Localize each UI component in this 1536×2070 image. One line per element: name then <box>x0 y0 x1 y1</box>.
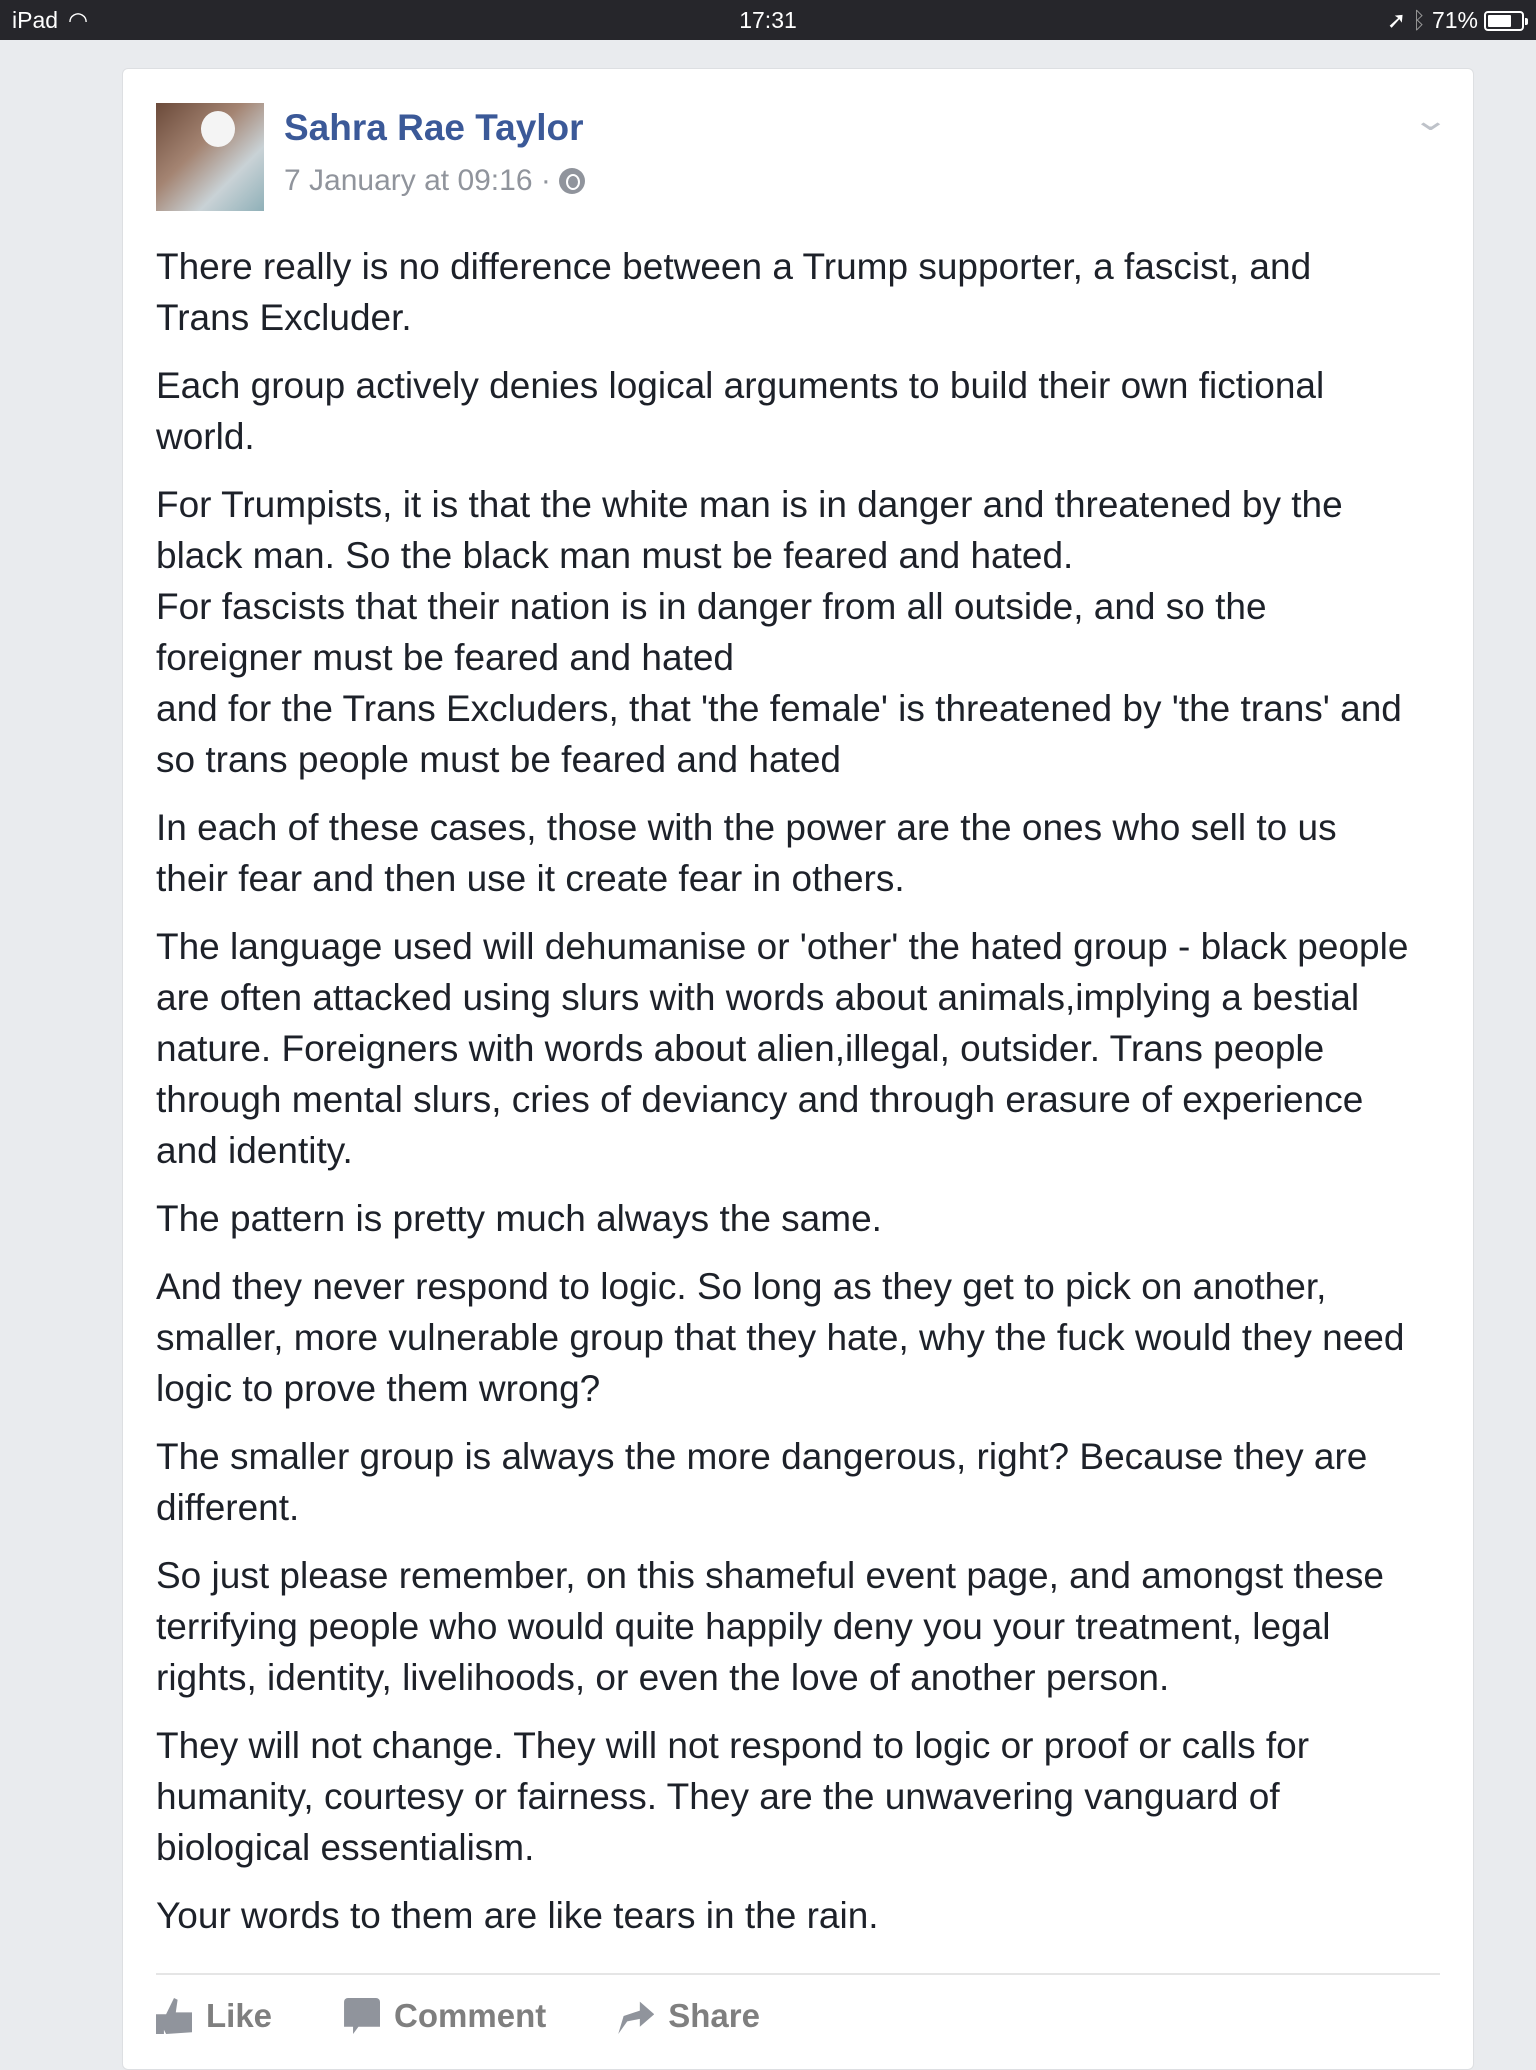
post-card <box>122 68 1474 2070</box>
post-paragraph <box>156 1193 1408 1244</box>
post-paragraph <box>156 802 1408 904</box>
post-paragraph <box>156 241 1408 343</box>
status-bar <box>0 0 1536 40</box>
share-label: Share <box>668 1997 760 2034</box>
text-line: logic to prove them wrong? <box>156 1368 601 1409</box>
action-bar <box>156 1997 832 2035</box>
comment-button[interactable] <box>344 1997 546 2035</box>
text-line: And they never respond to logic. So long as they get to pick on another, <box>156 1266 1327 1307</box>
like-label: Like <box>206 1997 273 2034</box>
like-button[interactable] <box>156 1997 272 2035</box>
post-paragraph <box>156 360 1408 462</box>
timestamp[interactable]: 7 January at 09:16 · <box>284 164 551 197</box>
text-line: different. <box>156 1487 300 1528</box>
post-paragraph <box>156 479 1408 785</box>
text-line: nature. Foreigners with words about alien,illegal, outsider. Trans people <box>156 1028 1325 1069</box>
text-line: rights, identity, livelihoods, or even the love of another person. <box>156 1657 1170 1698</box>
comment-label: Comment <box>394 1997 547 2034</box>
text-line: Your words to them are like tears in the rain. <box>156 1895 879 1936</box>
battery-percent: 71% <box>1431 7 1478 33</box>
text-line: For fascists that their nation is in danger from all outside, and so the <box>156 586 1267 627</box>
post-body <box>156 241 1408 1958</box>
post-paragraph <box>156 1890 1408 1941</box>
text-line: Each group actively denies logical arguments to build their own fictional <box>156 365 1325 406</box>
clock: 17:31 <box>739 7 797 33</box>
text-line: foreigner must be feared and hated <box>156 637 734 678</box>
text-line: Trans Excluder. <box>156 297 412 338</box>
text-line: In each of these cases, those with the power are the ones who sell to us <box>156 807 1337 848</box>
share-button[interactable] <box>618 1997 760 2035</box>
text-line: The smaller group is always the more dangerous, right? Because they are <box>156 1436 1368 1477</box>
divider <box>156 1973 1440 1975</box>
text-line: For Trumpists, it is that the white man is in danger and threatened by the <box>156 484 1343 525</box>
post-meta <box>284 164 585 198</box>
text-line: and identity. <box>156 1130 353 1171</box>
text-line: and for the Trans Excluders, that 'the female' is threatened by 'the trans' and <box>156 688 1402 729</box>
share-icon <box>618 1998 654 2034</box>
text-line: humanity, courtesy or fairness. They are the unwavering vanguard of <box>156 1776 1280 1817</box>
text-line: are often attacked using slurs with words about animals,implying a bestial <box>156 977 1360 1018</box>
globe-icon <box>559 168 585 194</box>
post-paragraph <box>156 921 1408 1176</box>
author-name[interactable]: Sahra Rae Taylor <box>284 107 584 148</box>
bluetooth-icon: ᛒ <box>1412 7 1426 33</box>
comment-icon <box>344 1998 380 2034</box>
text-line: They will not change. They will not respond to logic or proof or calls for <box>156 1725 1310 1766</box>
thumbs-up-icon <box>156 1998 192 2034</box>
wifi-icon: ◠ <box>68 7 89 33</box>
location-icon: ➚ <box>1386 7 1407 33</box>
text-line: terrifying people who would quite happily deny you your treatment, legal <box>156 1606 1331 1647</box>
post-paragraph <box>156 1261 1408 1414</box>
avatar[interactable] <box>156 103 264 211</box>
text-line: There really is no difference between a Trump supporter, a fascist, and <box>156 246 1312 287</box>
text-line: The language used will dehumanise or 'other' the hated group - black people <box>156 926 1409 967</box>
text-line: so trans people must be feared and hated <box>156 739 841 780</box>
text-line: black man. So the black man must be feared and hated. <box>156 535 1074 576</box>
text-line: So just please remember, on this shameful event page, and amongst these <box>156 1555 1384 1596</box>
post-paragraph <box>156 1720 1408 1873</box>
text-line: The pattern is pretty much always the same. <box>156 1198 882 1239</box>
post-paragraph <box>156 1431 1408 1533</box>
text-line: world. <box>156 416 255 457</box>
text-line: smaller, more vulnerable group that they hate, why the fuck would they need <box>156 1317 1405 1358</box>
text-line: their fear and then use it create fear in others. <box>156 858 905 899</box>
text-line: through mental slurs, cries of deviancy and through erasure of experience <box>156 1079 1364 1120</box>
chevron-down-icon[interactable]: ⌄ <box>1411 104 1450 137</box>
device-label: iPad <box>12 7 59 33</box>
post-paragraph <box>156 1550 1408 1703</box>
battery-icon <box>1484 11 1524 31</box>
text-line: biological essentialism. <box>156 1827 535 1868</box>
